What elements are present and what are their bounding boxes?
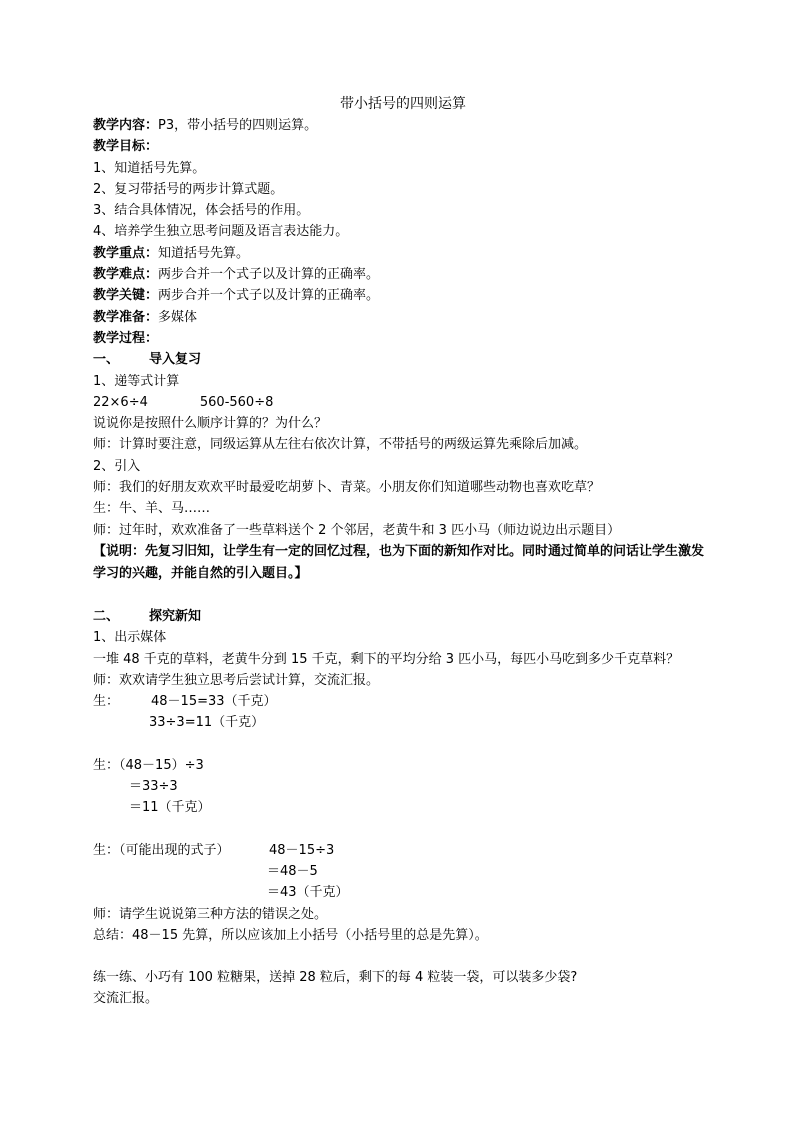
content-text: P3，带小括号的四则运算。 [158, 118, 318, 133]
expression-2: 560-560÷8 [199, 394, 274, 410]
goal-item: 4、培养学生独立思考问题及语言表达能力。 [93, 224, 349, 240]
method1-step1: 48－15=33（千克） [151, 694, 277, 710]
goal-item: 1、知道括号先算。 [93, 160, 206, 176]
difficulty-label: 教学难点： [93, 267, 159, 283]
section1-sub2: 2、引入 [93, 458, 141, 474]
explanation-note: 【说明：先复习旧知，让学生有一定的回忆过程，也为下面的新知作对比。同时通过简单的问话让学生激发学习的兴趣，并能自然的引入题目。】 [93, 543, 705, 581]
method3-step2: ＝48－5 [267, 863, 318, 879]
crux-text: 两步合并一个式子以及计算的正确率。 [158, 288, 380, 304]
method3-line1 [93, 840, 713, 861]
teacher-line: 师：计算时要注意，同级运算从左往右依次计算，不带括号的两级运算先乘除后加减。 [93, 437, 588, 453]
section2-num: 二、 [93, 608, 120, 624]
summary-line: 总结：48－15 先算，所以应该加上小括号（小括号里的总是先算）。 [93, 927, 488, 943]
question-line: 说说你是按照什么顺序计算的？为什么？ [93, 416, 328, 432]
method2-step3: ＝11（千克） [129, 800, 211, 816]
method3-step1: 48－15÷3 [269, 842, 335, 858]
section1-title: 导入复习 [149, 352, 202, 368]
key-point-label: 教学重点： [93, 245, 159, 261]
method1-lead: 生： [93, 694, 120, 710]
goal-item: 2、复习带括号的两步计算式题。 [93, 181, 284, 197]
method2-step1: 生：（48－15）÷3 [93, 757, 204, 773]
teacher-line: 师：过年时，欢欢准备了一些草料送个 2 个邻居，老黄牛和 3 匹小马（师边说边出示题目） [93, 522, 621, 538]
section1-sub1: 1、递等式计算 [93, 373, 180, 389]
teacher-line: 师：请学生说说第三种方法的错误之处。 [93, 906, 328, 922]
crux-line [93, 285, 713, 306]
process-label: 教学过程： [93, 330, 159, 346]
goal-item: 3、结合具体情况，体会括号的作用。 [93, 203, 310, 219]
expression-1: 22×6÷4 [93, 394, 148, 410]
section1-num: 一、 [93, 352, 120, 368]
section2-heading [93, 606, 713, 627]
practice-line: 练一练、小巧有 100 粒糖果，送掉 28 粒后，剩下的每 4 粒装一袋，可以装多少袋? [93, 970, 578, 986]
report-line: 交流汇报。 [93, 991, 159, 1007]
method3-lead: 生：（可能出现的式子） [93, 842, 230, 858]
prep-label: 教学准备： [93, 309, 159, 325]
section1-heading [93, 349, 713, 370]
difficulty-text: 两步合并一个式子以及计算的正确率。 [158, 267, 380, 283]
problem-line: 一堆 48 千克的草料，老黄牛分到 15 千克，剩下的平均分给 3 匹小马，每匹小马吃到多少千克草料？ [93, 651, 680, 667]
crux-label: 教学关键： [93, 288, 159, 304]
section2-title: 探究新知 [149, 608, 202, 624]
method1-step2: 33÷3=11（千克） [149, 715, 265, 731]
method1-line1 [93, 691, 713, 712]
page-title: 带小括号的四则运算 [340, 96, 466, 112]
content-line [93, 115, 713, 136]
method3-step3: ＝43（千克） [267, 885, 349, 901]
goals-label: 教学目标： [93, 139, 159, 155]
teacher-line: 师：欢欢请学生独立思考后尝试计算，交流汇报。 [93, 672, 380, 688]
expressions-line [93, 392, 713, 413]
document-page [93, 94, 713, 1010]
content-label: 教学内容： [93, 118, 159, 133]
section2-sub1: 1、出示媒体 [93, 630, 167, 646]
difficulty-line [93, 264, 713, 285]
prep-line [93, 307, 713, 328]
prep-text: 多媒体 [158, 309, 198, 325]
key-point-text: 知道括号先算。 [158, 245, 250, 261]
student-line: 生：牛、羊、马…… [93, 501, 211, 517]
method2-step2: ＝33÷3 [129, 779, 178, 795]
key-point-line [93, 243, 713, 264]
teacher-line: 师：我们的好朋友欢欢平时最爱吃胡萝卜、青菜。小朋友你们知道哪些动物也喜欢吃草？ [93, 480, 601, 496]
